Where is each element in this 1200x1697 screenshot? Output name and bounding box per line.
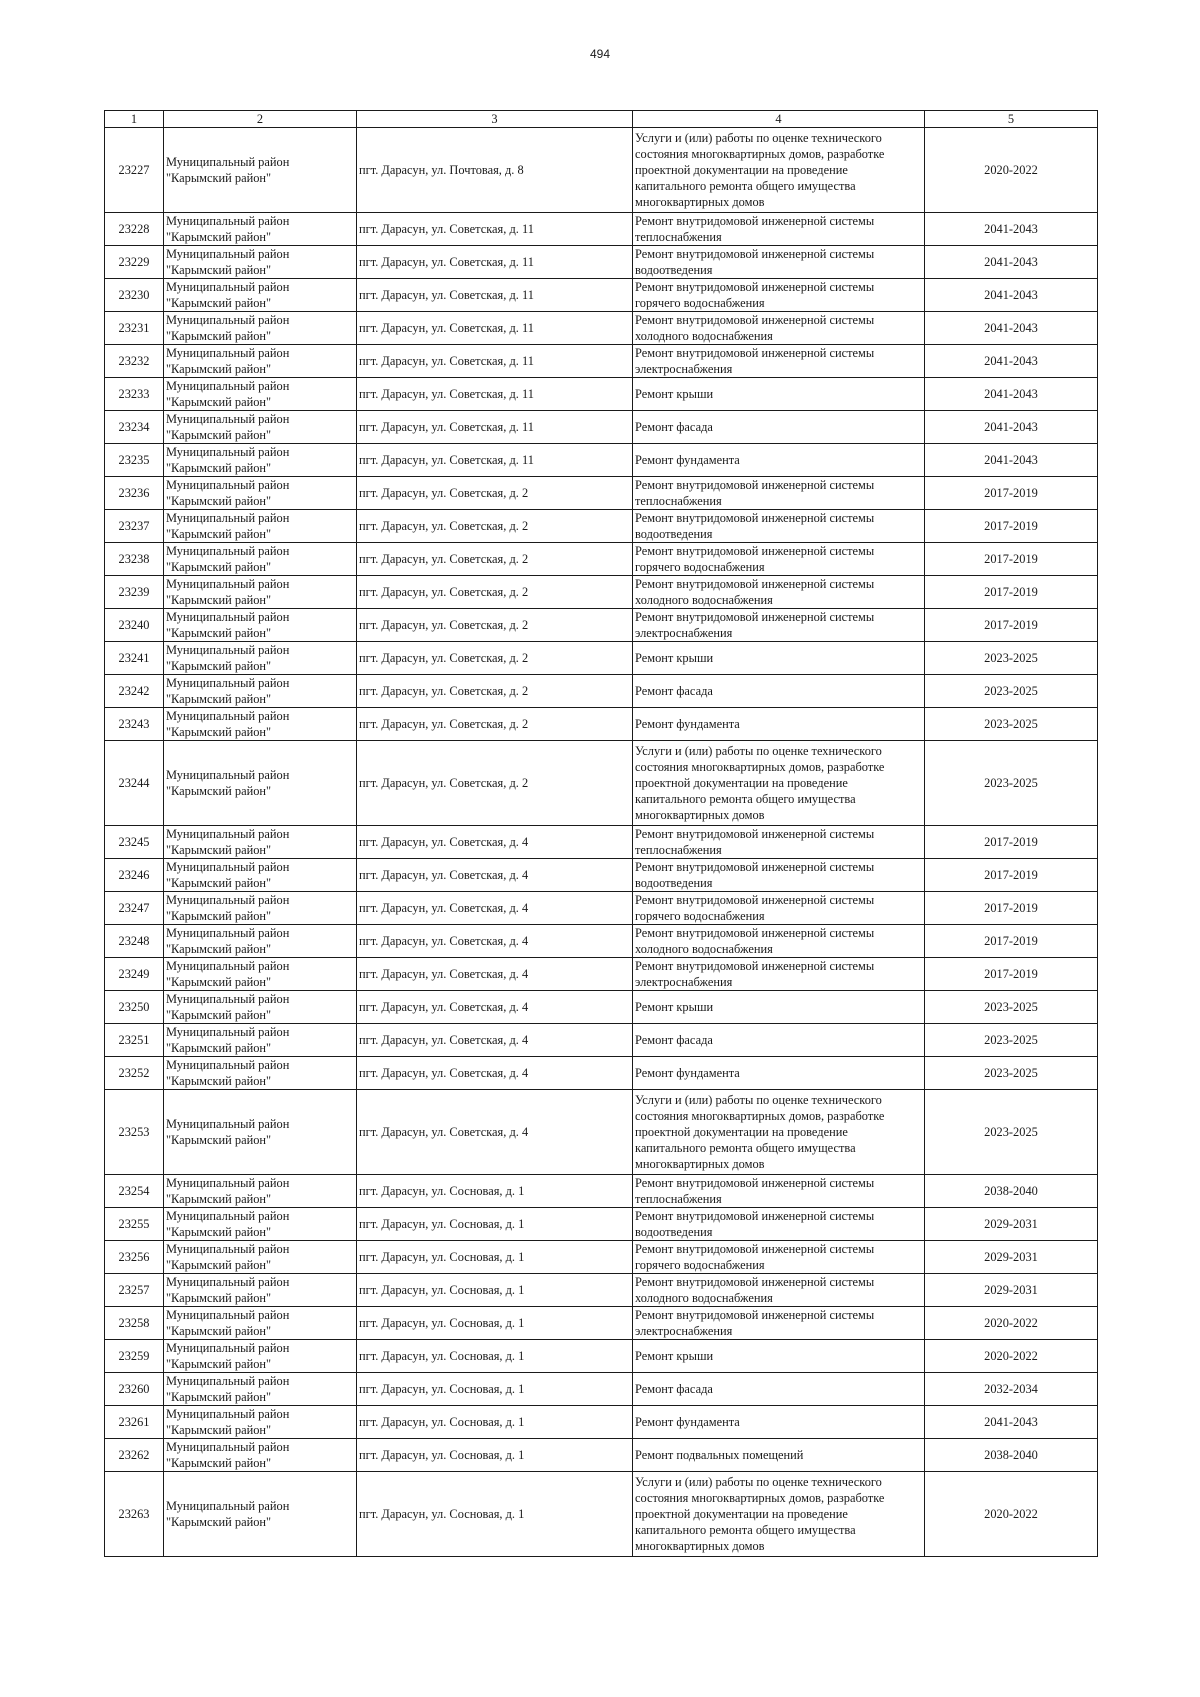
cell-work-type: Ремонт внутридомовой инженерной системы электроснабжения bbox=[633, 1307, 925, 1340]
cell-address: пгт. Дарасун, ул. Советская, д. 2 bbox=[357, 741, 633, 826]
cell-period: 2041-2043 bbox=[925, 279, 1098, 312]
cell-number: 23254 bbox=[105, 1175, 164, 1208]
cell-address: пгт. Дарасун, ул. Советская, д. 2 bbox=[357, 510, 633, 543]
cell-address: пгт. Дарасун, ул. Советская, д. 11 bbox=[357, 444, 633, 477]
cell-number: 23237 bbox=[105, 510, 164, 543]
cell-period: 2023-2025 bbox=[925, 675, 1098, 708]
cell-number: 23253 bbox=[105, 1090, 164, 1175]
cell-period: 2020-2022 bbox=[925, 1307, 1098, 1340]
table-row bbox=[105, 925, 1098, 958]
cell-municipality: Муниципальный район "Карымский район" bbox=[164, 576, 357, 609]
cell-work-type: Услуги и (или) работы по оценке технического состояния многоквартирных домов, разработке проектной документации на проведение капитального ремонта общего имущества многоквартирных домов bbox=[633, 1472, 925, 1557]
cell-address: пгт. Дарасун, ул. Советская, д. 11 bbox=[357, 378, 633, 411]
cell-number: 23236 bbox=[105, 477, 164, 510]
cell-address: пгт. Дарасун, ул. Сосновая, д. 1 bbox=[357, 1175, 633, 1208]
cell-address: пгт. Дарасун, ул. Советская, д. 2 bbox=[357, 609, 633, 642]
cell-period: 2017-2019 bbox=[925, 958, 1098, 991]
cell-work-type: Ремонт фундамента bbox=[633, 708, 925, 741]
table-row bbox=[105, 213, 1098, 246]
table-row bbox=[105, 444, 1098, 477]
cell-work-type: Ремонт внутридомовой инженерной системы холодного водоснабжения bbox=[633, 925, 925, 958]
cell-work-type: Ремонт крыши bbox=[633, 642, 925, 675]
cell-work-type: Ремонт фундамента bbox=[633, 444, 925, 477]
cell-address: пгт. Дарасун, ул. Советская, д. 4 bbox=[357, 1024, 633, 1057]
cell-address: пгт. Дарасун, ул. Сосновая, д. 1 bbox=[357, 1307, 633, 1340]
cell-municipality: Муниципальный район "Карымский район" bbox=[164, 826, 357, 859]
cell-number: 23248 bbox=[105, 925, 164, 958]
cell-period: 2020-2022 bbox=[925, 128, 1098, 213]
cell-number: 23231 bbox=[105, 312, 164, 345]
table-row bbox=[105, 859, 1098, 892]
cell-address: пгт. Дарасун, ул. Советская, д. 11 bbox=[357, 411, 633, 444]
cell-work-type: Ремонт внутридомовой инженерной системы холодного водоснабжения bbox=[633, 576, 925, 609]
cell-work-type: Услуги и (или) работы по оценке технического состояния многоквартирных домов, разработке проектной документации на проведение капитального ремонта общего имущества многоквартирных домов bbox=[633, 1090, 925, 1175]
cell-period: 2020-2022 bbox=[925, 1472, 1098, 1557]
table-row bbox=[105, 826, 1098, 859]
cell-work-type: Ремонт внутридомовой инженерной системы холодного водоснабжения bbox=[633, 1274, 925, 1307]
table-row bbox=[105, 675, 1098, 708]
cell-municipality: Муниципальный район "Карымский район" bbox=[164, 1472, 357, 1557]
cell-address: пгт. Дарасун, ул. Советская, д. 2 bbox=[357, 675, 633, 708]
cell-work-type: Услуги и (или) работы по оценке технического состояния многоквартирных домов, разработке проектной документации на проведение капитального ремонта общего имущества многоквартирных домов bbox=[633, 741, 925, 826]
cell-number: 23260 bbox=[105, 1373, 164, 1406]
cell-work-type: Ремонт внутридомовой инженерной системы водоотведения bbox=[633, 246, 925, 279]
cell-number: 23262 bbox=[105, 1439, 164, 1472]
cell-work-type: Ремонт внутридомовой инженерной системы горячего водоснабжения bbox=[633, 543, 925, 576]
cell-municipality: Муниципальный район "Карымский район" bbox=[164, 411, 357, 444]
cell-number: 23261 bbox=[105, 1406, 164, 1439]
cell-address: пгт. Дарасун, ул. Сосновая, д. 1 bbox=[357, 1472, 633, 1557]
table-row bbox=[105, 128, 1098, 213]
cell-address: пгт. Дарасун, ул. Советская, д. 2 bbox=[357, 642, 633, 675]
cell-address: пгт. Дарасун, ул. Сосновая, д. 1 bbox=[357, 1274, 633, 1307]
cell-period: 2041-2043 bbox=[925, 1406, 1098, 1439]
cell-municipality: Муниципальный район "Карымский район" bbox=[164, 609, 357, 642]
table-row bbox=[105, 510, 1098, 543]
column-header-4: 4 bbox=[633, 111, 925, 128]
cell-municipality: Муниципальный район "Карымский район" bbox=[164, 213, 357, 246]
cell-address: пгт. Дарасун, ул. Советская, д. 2 bbox=[357, 708, 633, 741]
cell-period: 2041-2043 bbox=[925, 411, 1098, 444]
cell-period: 2017-2019 bbox=[925, 477, 1098, 510]
cell-number: 23259 bbox=[105, 1340, 164, 1373]
cell-period: 2023-2025 bbox=[925, 741, 1098, 826]
cell-municipality: Муниципальный район "Карымский район" bbox=[164, 279, 357, 312]
cell-work-type: Ремонт фундамента bbox=[633, 1406, 925, 1439]
cell-period: 2023-2025 bbox=[925, 708, 1098, 741]
cell-address: пгт. Дарасун, ул. Советская, д. 4 bbox=[357, 991, 633, 1024]
cell-municipality: Муниципальный район "Карымский район" bbox=[164, 312, 357, 345]
cell-period: 2041-2043 bbox=[925, 345, 1098, 378]
cell-period: 2017-2019 bbox=[925, 925, 1098, 958]
cell-address: пгт. Дарасун, ул. Советская, д. 11 bbox=[357, 345, 633, 378]
cell-work-type: Ремонт крыши bbox=[633, 378, 925, 411]
cell-municipality: Муниципальный район "Карымский район" bbox=[164, 1208, 357, 1241]
table-row bbox=[105, 1472, 1098, 1557]
cell-period: 2023-2025 bbox=[925, 1024, 1098, 1057]
table-row bbox=[105, 246, 1098, 279]
cell-period: 2038-2040 bbox=[925, 1175, 1098, 1208]
cell-work-type: Ремонт внутридомовой инженерной системы теплоснабжения bbox=[633, 1175, 925, 1208]
cell-municipality: Муниципальный район "Карымский район" bbox=[164, 675, 357, 708]
cell-period: 2017-2019 bbox=[925, 510, 1098, 543]
cell-period: 2023-2025 bbox=[925, 1057, 1098, 1090]
cell-municipality: Муниципальный район "Карымский район" bbox=[164, 1090, 357, 1175]
table-row bbox=[105, 1175, 1098, 1208]
table-row bbox=[105, 642, 1098, 675]
cell-period: 2017-2019 bbox=[925, 892, 1098, 925]
table-row bbox=[105, 958, 1098, 991]
cell-number: 23232 bbox=[105, 345, 164, 378]
table-row bbox=[105, 312, 1098, 345]
cell-period: 2017-2019 bbox=[925, 826, 1098, 859]
cell-period: 2041-2043 bbox=[925, 378, 1098, 411]
cell-number: 23250 bbox=[105, 991, 164, 1024]
cell-municipality: Муниципальный район "Карымский район" bbox=[164, 892, 357, 925]
column-header-5: 5 bbox=[925, 111, 1098, 128]
cell-number: 23230 bbox=[105, 279, 164, 312]
column-header-2: 2 bbox=[164, 111, 357, 128]
cell-address: пгт. Дарасун, ул. Советская, д. 2 bbox=[357, 543, 633, 576]
cell-period: 2041-2043 bbox=[925, 213, 1098, 246]
cell-number: 23249 bbox=[105, 958, 164, 991]
cell-address: пгт. Дарасун, ул. Сосновая, д. 1 bbox=[357, 1208, 633, 1241]
cell-period: 2020-2022 bbox=[925, 1340, 1098, 1373]
cell-municipality: Муниципальный район "Карымский район" bbox=[164, 991, 357, 1024]
cell-address: пгт. Дарасун, ул. Советская, д. 4 bbox=[357, 826, 633, 859]
cell-address: пгт. Дарасун, ул. Советская, д. 11 bbox=[357, 279, 633, 312]
capital-repair-table bbox=[104, 110, 1098, 1557]
cell-address: пгт. Дарасун, ул. Советская, д. 4 bbox=[357, 859, 633, 892]
table-body bbox=[105, 128, 1098, 1557]
cell-work-type: Ремонт фасада bbox=[633, 1373, 925, 1406]
cell-municipality: Муниципальный район "Карымский район" bbox=[164, 1340, 357, 1373]
cell-number: 23227 bbox=[105, 128, 164, 213]
table-row bbox=[105, 708, 1098, 741]
table-row bbox=[105, 345, 1098, 378]
cell-address: пгт. Дарасун, ул. Советская, д. 4 bbox=[357, 892, 633, 925]
cell-number: 23234 bbox=[105, 411, 164, 444]
cell-address: пгт. Дарасун, ул. Сосновая, д. 1 bbox=[357, 1439, 633, 1472]
cell-number: 23239 bbox=[105, 576, 164, 609]
cell-number: 23252 bbox=[105, 1057, 164, 1090]
cell-work-type: Услуги и (или) работы по оценке технического состояния многоквартирных домов, разработке проектной документации на проведение капитального ремонта общего имущества многоквартирных домов bbox=[633, 128, 925, 213]
cell-number: 23257 bbox=[105, 1274, 164, 1307]
cell-address: пгт. Дарасун, ул. Сосновая, д. 1 bbox=[357, 1373, 633, 1406]
table-row bbox=[105, 477, 1098, 510]
table-row bbox=[105, 1340, 1098, 1373]
cell-number: 23247 bbox=[105, 892, 164, 925]
cell-municipality: Муниципальный район "Карымский район" bbox=[164, 1307, 357, 1340]
cell-work-type: Ремонт внутридомовой инженерной системы теплоснабжения bbox=[633, 213, 925, 246]
cell-number: 23251 bbox=[105, 1024, 164, 1057]
cell-work-type: Ремонт внутридомовой инженерной системы холодного водоснабжения bbox=[633, 312, 925, 345]
cell-work-type: Ремонт внутридомовой инженерной системы водоотведения bbox=[633, 1208, 925, 1241]
cell-municipality: Муниципальный район "Карымский район" bbox=[164, 543, 357, 576]
page-number: 494 bbox=[589, 47, 611, 61]
cell-address: пгт. Дарасун, ул. Почтовая, д. 8 bbox=[357, 128, 633, 213]
cell-number: 23229 bbox=[105, 246, 164, 279]
cell-period: 2029-2031 bbox=[925, 1274, 1098, 1307]
cell-municipality: Муниципальный район "Карымский район" bbox=[164, 741, 357, 826]
cell-address: пгт. Дарасун, ул. Советская, д. 2 bbox=[357, 477, 633, 510]
table-row bbox=[105, 1090, 1098, 1175]
cell-municipality: Муниципальный район "Карымский район" bbox=[164, 1406, 357, 1439]
cell-number: 23245 bbox=[105, 826, 164, 859]
cell-number: 23233 bbox=[105, 378, 164, 411]
cell-address: пгт. Дарасун, ул. Советская, д. 4 bbox=[357, 1090, 633, 1175]
cell-work-type: Ремонт внутридомовой инженерной системы горячего водоснабжения bbox=[633, 892, 925, 925]
cell-municipality: Муниципальный район "Карымский район" bbox=[164, 958, 357, 991]
cell-number: 23244 bbox=[105, 741, 164, 826]
column-header-1: 1 bbox=[105, 111, 164, 128]
cell-address: пгт. Дарасун, ул. Сосновая, д. 1 bbox=[357, 1340, 633, 1373]
cell-period: 2032-2034 bbox=[925, 1373, 1098, 1406]
table-row bbox=[105, 1373, 1098, 1406]
table-row bbox=[105, 543, 1098, 576]
cell-address: пгт. Дарасун, ул. Советская, д. 2 bbox=[357, 576, 633, 609]
table-row bbox=[105, 1439, 1098, 1472]
cell-address: пгт. Дарасун, ул. Советская, д. 11 bbox=[357, 213, 633, 246]
cell-work-type: Ремонт внутридомовой инженерной системы водоотведения bbox=[633, 510, 925, 543]
cell-work-type: Ремонт внутридомовой инженерной системы горячего водоснабжения bbox=[633, 279, 925, 312]
table-row bbox=[105, 892, 1098, 925]
cell-work-type: Ремонт крыши bbox=[633, 991, 925, 1024]
table-row bbox=[105, 378, 1098, 411]
cell-period: 2017-2019 bbox=[925, 576, 1098, 609]
cell-municipality: Муниципальный район "Карымский район" bbox=[164, 246, 357, 279]
table-row bbox=[105, 1057, 1098, 1090]
cell-period: 2041-2043 bbox=[925, 246, 1098, 279]
cell-period: 2017-2019 bbox=[925, 609, 1098, 642]
cell-address: пгт. Дарасун, ул. Советская, д. 11 bbox=[357, 312, 633, 345]
cell-period: 2017-2019 bbox=[925, 543, 1098, 576]
cell-work-type: Ремонт внутридомовой инженерной системы водоотведения bbox=[633, 859, 925, 892]
cell-municipality: Муниципальный район "Карымский район" bbox=[164, 708, 357, 741]
cell-address: пгт. Дарасун, ул. Советская, д. 11 bbox=[357, 246, 633, 279]
cell-address: пгт. Дарасун, ул. Советская, д. 4 bbox=[357, 1057, 633, 1090]
cell-municipality: Муниципальный район "Карымский район" bbox=[164, 1024, 357, 1057]
table-row bbox=[105, 1241, 1098, 1274]
cell-municipality: Муниципальный район "Карымский район" bbox=[164, 378, 357, 411]
cell-municipality: Муниципальный район "Карымский район" bbox=[164, 345, 357, 378]
cell-number: 23242 bbox=[105, 675, 164, 708]
cell-work-type: Ремонт внутридомовой инженерной системы электроснабжения bbox=[633, 958, 925, 991]
table-row bbox=[105, 741, 1098, 826]
cell-number: 23241 bbox=[105, 642, 164, 675]
cell-period: 2029-2031 bbox=[925, 1208, 1098, 1241]
cell-work-type: Ремонт фасада bbox=[633, 1024, 925, 1057]
cell-period: 2041-2043 bbox=[925, 444, 1098, 477]
cell-municipality: Муниципальный район "Карымский район" bbox=[164, 1057, 357, 1090]
cell-work-type: Ремонт внутридомовой инженерной системы электроснабжения bbox=[633, 609, 925, 642]
cell-period: 2023-2025 bbox=[925, 642, 1098, 675]
cell-municipality: Муниципальный район "Карымский район" bbox=[164, 128, 357, 213]
cell-municipality: Муниципальный район "Карымский район" bbox=[164, 1241, 357, 1274]
cell-period: 2023-2025 bbox=[925, 991, 1098, 1024]
cell-number: 23263 bbox=[105, 1472, 164, 1557]
cell-municipality: Муниципальный район "Карымский район" bbox=[164, 477, 357, 510]
cell-address: пгт. Дарасун, ул. Советская, д. 4 bbox=[357, 925, 633, 958]
table-row bbox=[105, 279, 1098, 312]
cell-work-type: Ремонт внутридомовой инженерной системы электроснабжения bbox=[633, 345, 925, 378]
cell-municipality: Муниципальный район "Карымский район" bbox=[164, 1439, 357, 1472]
table-row bbox=[105, 1307, 1098, 1340]
cell-period: 2041-2043 bbox=[925, 312, 1098, 345]
cell-period: 2023-2025 bbox=[925, 1090, 1098, 1175]
cell-municipality: Муниципальный район "Карымский район" bbox=[164, 859, 357, 892]
cell-municipality: Муниципальный район "Карымский район" bbox=[164, 1373, 357, 1406]
cell-number: 23255 bbox=[105, 1208, 164, 1241]
cell-municipality: Муниципальный район "Карымский район" bbox=[164, 510, 357, 543]
cell-work-type: Ремонт крыши bbox=[633, 1340, 925, 1373]
cell-number: 23258 bbox=[105, 1307, 164, 1340]
cell-number: 23256 bbox=[105, 1241, 164, 1274]
table-row bbox=[105, 1274, 1098, 1307]
table-row bbox=[105, 1208, 1098, 1241]
table-row bbox=[105, 411, 1098, 444]
cell-address: пгт. Дарасун, ул. Сосновая, д. 1 bbox=[357, 1241, 633, 1274]
table-row bbox=[105, 991, 1098, 1024]
cell-municipality: Муниципальный район "Карымский район" bbox=[164, 1274, 357, 1307]
cell-number: 23238 bbox=[105, 543, 164, 576]
cell-work-type: Ремонт внутридомовой инженерной системы теплоснабжения bbox=[633, 477, 925, 510]
cell-work-type: Ремонт фундамента bbox=[633, 1057, 925, 1090]
cell-municipality: Муниципальный район "Карымский район" bbox=[164, 925, 357, 958]
cell-period: 2029-2031 bbox=[925, 1241, 1098, 1274]
cell-period: 2038-2040 bbox=[925, 1439, 1098, 1472]
cell-work-type: Ремонт внутридомовой инженерной системы горячего водоснабжения bbox=[633, 1241, 925, 1274]
table-header bbox=[105, 111, 1098, 128]
cell-municipality: Муниципальный район "Карымский район" bbox=[164, 642, 357, 675]
cell-municipality: Муниципальный район "Карымский район" bbox=[164, 444, 357, 477]
cell-number: 23243 bbox=[105, 708, 164, 741]
cell-work-type: Ремонт фасада bbox=[633, 675, 925, 708]
cell-work-type: Ремонт внутридомовой инженерной системы теплоснабжения bbox=[633, 826, 925, 859]
cell-period: 2017-2019 bbox=[925, 859, 1098, 892]
table-row bbox=[105, 1406, 1098, 1439]
cell-work-type: Ремонт подвальных помещений bbox=[633, 1439, 925, 1472]
table-row bbox=[105, 576, 1098, 609]
cell-number: 23240 bbox=[105, 609, 164, 642]
cell-address: пгт. Дарасун, ул. Сосновая, д. 1 bbox=[357, 1406, 633, 1439]
cell-municipality: Муниципальный район "Карымский район" bbox=[164, 1175, 357, 1208]
cell-number: 23228 bbox=[105, 213, 164, 246]
cell-work-type: Ремонт фасада bbox=[633, 411, 925, 444]
column-header-3: 3 bbox=[357, 111, 633, 128]
cell-number: 23246 bbox=[105, 859, 164, 892]
header-row bbox=[105, 111, 1098, 128]
table-row bbox=[105, 1024, 1098, 1057]
cell-number: 23235 bbox=[105, 444, 164, 477]
cell-address: пгт. Дарасун, ул. Советская, д. 4 bbox=[357, 958, 633, 991]
table-row bbox=[105, 609, 1098, 642]
